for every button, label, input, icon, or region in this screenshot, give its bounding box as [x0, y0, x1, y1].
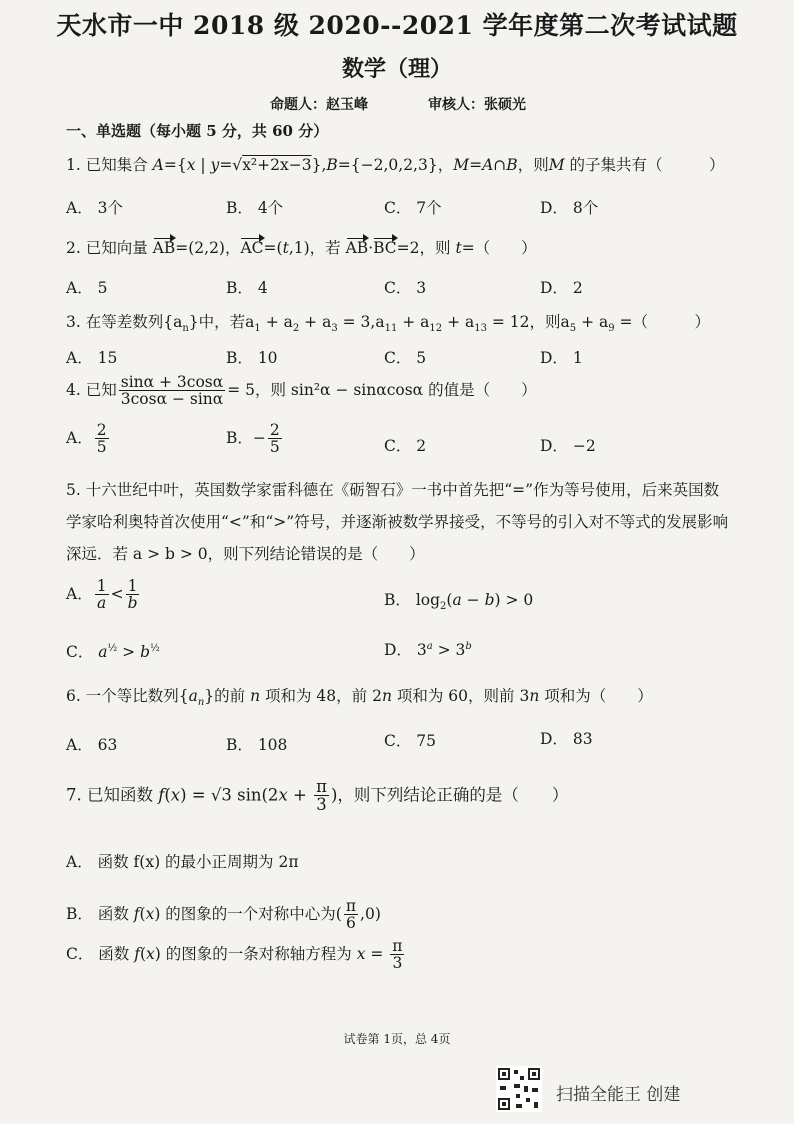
q5-option-b[interactable]: B． $\log_2(a - b) > 0$	[384, 591, 534, 613]
q3-option-a[interactable]: A． 15	[66, 349, 118, 367]
q5-option-d[interactable]: D． $3^a > 3^b$	[384, 640, 472, 659]
question-7: 7. 已知函数 f(x) = √3 sin(2x + $\frac{\pi}{3}$ )，则下列结论正确的是（ ）	[66, 777, 569, 815]
q1-option-a[interactable]: A． 3个	[66, 199, 123, 217]
page-footer: 试卷第 1页，总 4页	[343, 1032, 451, 1046]
q2-option-a[interactable]: A． 5	[66, 279, 108, 297]
question-2: 2. 已知向量 AB=(2,2)，AC=(t,1)，若 AB·BC=2，则 t=（ ）	[66, 239, 537, 257]
question-5: 5. 十六世纪中叶，英国数学家雷科德在《砺智石》一书中首先把“=”作为等号使用，后来英国数	[66, 481, 720, 499]
q7-option-a[interactable]: A． 函数 f(x) 的最小正周期为 2π	[66, 853, 299, 871]
q6-option-c[interactable]: C． 75	[384, 732, 437, 750]
question-5-line-3: 深远．若 a > b > 0，则下列结论错误的是（ ）	[66, 545, 425, 563]
q3-option-b[interactable]: B． 10	[226, 349, 278, 367]
exam-title: 天水市一中 2018 级 2020--2021 学年度第二次考试试题	[56, 11, 738, 40]
question-5-line-2: 学家哈利奥特首次使用“<”和“>”符号，并逐渐被数学界接受，不等号的引入对不等式的发展影响	[66, 513, 729, 531]
q6-option-d[interactable]: D． 83	[540, 730, 593, 748]
q3-option-c[interactable]: C． 5	[384, 349, 427, 367]
q6-option-a[interactable]: A． 63	[66, 736, 118, 754]
q4-option-d[interactable]: D． −2	[540, 437, 596, 455]
q5-option-a[interactable]: A． $\frac{1}{a}$ < $\frac{1}{b}$	[66, 577, 138, 613]
question-3: 3. 在等差数列$\{a_n\}$中，若$a_1 + a_2 + a_3 = 3,a_{11} + a_{12} + a_{13} = 12$，则$a_5 + a_9$ =（ ）	[66, 313, 711, 335]
question-4: 4. 已知 $\frac{\sin\alpha + 3\cos\alpha}{3\cos\alpha - \sin\alpha}$ = 5，则 sin²α − sinαcosα 的值是（ ）	[66, 373, 537, 409]
q6-option-b[interactable]: B． 108	[226, 736, 288, 754]
q1-option-c[interactable]: C． 7个	[384, 199, 442, 217]
question-6: 6. 一个等比数列$\{a_n\}$的前 n 项和为 48，前 2n 项和为 60，则前 3n 项和为（ ）	[66, 687, 653, 709]
author-label: 命题人：赵玉峰	[270, 97, 368, 113]
q7-option-c[interactable]: C． 函数 f(x) 的图象的一条对称轴方程为 x = $\frac{\pi}{3}$	[66, 937, 403, 973]
q5-option-c[interactable]: C． $a^{\frac{1}{2}} > b^{\frac{1}{2}}$	[66, 642, 160, 661]
q2-option-d[interactable]: D． 2	[540, 279, 583, 297]
q4-option-a-value: $\frac{2}{5}$	[96, 421, 107, 457]
q4-option-b-value: $\frac{2}{5}$	[269, 421, 280, 457]
q4-option-b[interactable]: B．− $\frac{2}{5}$	[226, 421, 280, 457]
q2-option-c[interactable]: C． 3	[384, 279, 427, 297]
q3-option-d[interactable]: D． 1	[540, 349, 583, 367]
scanner-brand: 扫描全能王 创建	[556, 1085, 681, 1105]
reviewer-label: 审核人：张硕光	[428, 97, 526, 113]
section-title: 一、单选题（每小题 5 分，共 60 分）	[66, 122, 329, 140]
q7-option-b[interactable]: B． 函数 f(x) 的图象的一个对称中心为( $\frac{\pi}{6}$ ,0)	[66, 897, 381, 933]
question-1: 1. 已知集合 A={x | y=√x²+2x−3},B={−2,0,2,3}，M=A∩B，则M 的子集共有（ ）	[66, 156, 725, 174]
qr-code-icon	[496, 1066, 542, 1112]
q1-option-d[interactable]: D． 8个	[540, 199, 599, 217]
q1-option-b[interactable]: B． 4个	[226, 199, 284, 217]
q4-option-a[interactable]: A． $\frac{2}{5}$	[66, 421, 107, 457]
q4-option-c[interactable]: C． 2	[384, 437, 427, 455]
exam-subject: 数学（理）	[341, 56, 452, 82]
q2-option-b[interactable]: B． 4	[226, 279, 268, 297]
